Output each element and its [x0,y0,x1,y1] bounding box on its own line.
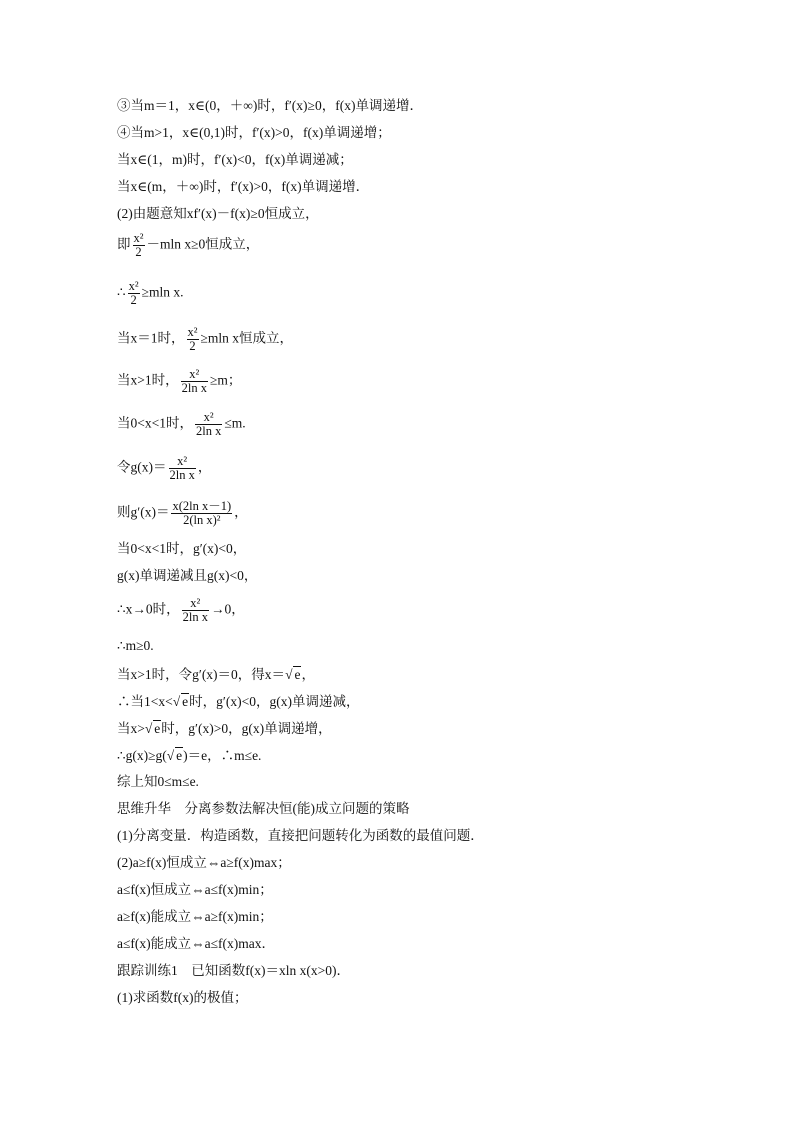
sqrt-symbol: √ e [172,694,189,709]
text-line: ④当m>1，x∈(0,1)时，f′(x)>0，f(x)单调递增； [117,125,391,140]
text-line: a≥f(x)能成立⇔a≥f(x)min； [117,909,273,924]
sqrt-radicand: e [154,721,161,736]
text-fragment: 时，g′(x)>0，g(x)单调递增， [161,721,332,736]
denominator: 2ln x [181,381,207,395]
text-fragment: ∴当1<x< [117,694,173,709]
text-fragment: ∴x→0时， [117,601,180,617]
text-line: (2)a≥f(x)恒成立⇔a≥f(x)max； [117,855,291,870]
text-fragment: ≥m； [209,372,242,388]
text-fragment: ≥mln x. [141,284,184,300]
text-fragment: 当0<x<1时， [117,415,193,431]
text-fragment: －mln x≥0恒成立， [146,236,260,252]
text-fragment: 令g(x)＝ [117,459,167,475]
math-line [117,747,261,764]
sqrt-radicand: e [294,667,301,682]
math-line [117,232,259,259]
numerator: x(2ln x－1) [172,499,232,513]
text-fragment: ， [234,504,248,520]
math-line [117,666,315,683]
denominator: 2 [135,245,142,259]
fraction [187,326,199,353]
fraction [128,280,140,307]
text-line: (2)由题意知xf′(x)－f(x)≥0恒成立， [117,206,319,221]
math-line [117,597,245,624]
text-line: (1)分离变量．构造函数，直接把问题转化为函数的最值问题． [117,828,484,843]
sqrt-radicand: e [182,694,189,709]
sqrt-symbol: √ e [144,721,161,736]
text-line: (1)求函数f(x)的极值； [117,990,248,1005]
text-fragment: )＝e，∴m≤e. [183,748,262,763]
text-fragment: 当x＝1时， [117,330,185,346]
text-fragment: 当x>1时， [117,372,179,388]
fraction [133,232,145,259]
text-line: ∴m≥0. [117,638,154,653]
math-line [117,368,241,395]
text-line: ③当m＝1，x∈(0，＋∞)时，f′(x)≥0，f(x)单调递增． [117,98,423,113]
denominator: 2ln x [195,424,222,438]
text-line: a≤f(x)恒成立⇔a≤f(x)min； [117,882,273,897]
math-line [117,455,211,482]
text-fragment: ∴g(x)≥g( [117,748,167,763]
numerator: x² [195,411,222,425]
text-fragment: 当x> [117,721,145,736]
text-fragment: ∴ [117,284,126,300]
math-line [117,411,246,438]
text-fragment: 时，g′(x)<0，g(x)单调递减， [189,694,360,709]
numerator: x² [181,368,208,382]
denominator: 2 [130,293,137,307]
exercise-heading: 跟踪训练1 已知函数f(x)＝xln x(x>0)． [117,963,350,978]
fraction [181,368,208,395]
numerator: x² [133,231,144,245]
numerator: x² [187,325,198,339]
text-line: 综上知0≤m≤e. [117,774,199,789]
text-line: 当0<x<1时，g′(x)<0， [117,541,247,556]
text-fragment: →0， [210,601,245,617]
text-fragment: ， [197,459,212,475]
fraction [171,500,232,527]
section-heading: 思维升华 分离参数法解决恒(能)成立问题的策略 [117,801,410,816]
math-line [117,326,293,353]
sqrt-radicand: e [176,748,183,763]
denominator: 2ln x [169,468,195,482]
text-fragment: ≥mln x恒成立， [200,330,294,346]
numerator: x² [182,597,209,611]
sqrt-symbol: √ e [166,748,183,763]
text-line: a≤f(x)能成立⇔a≤f(x)max． [117,936,276,951]
text-line: 当x∈(1，m)时，f′(x)<0，f(x)单调递减； [117,152,353,167]
math-line [117,280,184,307]
fraction [195,411,222,438]
text-line: g(x)单调递减且g(x)<0， [117,568,258,583]
math-line [117,500,248,527]
numerator: x² [128,279,139,293]
text-fragment: 则g′(x)＝ [117,504,170,520]
fraction [169,455,196,482]
math-line [117,693,359,710]
sqrt-symbol: √ e [285,667,301,682]
denominator: 2(ln x)² [183,513,221,527]
text-fragment: ≤m. [224,415,246,431]
text-fragment: 当x>1时，令g′(x)＝0，得x＝ [117,667,286,682]
text-fragment: 即 [117,236,131,252]
denominator: 2 [189,339,196,353]
denominator: 2ln x [182,610,208,624]
math-line [117,720,332,737]
numerator: x² [169,455,196,469]
fraction [182,597,209,624]
text-line: 当x∈(m，＋∞)时，f′(x)>0，f(x)单调递增． [117,179,370,194]
text-fragment: ， [301,667,315,682]
